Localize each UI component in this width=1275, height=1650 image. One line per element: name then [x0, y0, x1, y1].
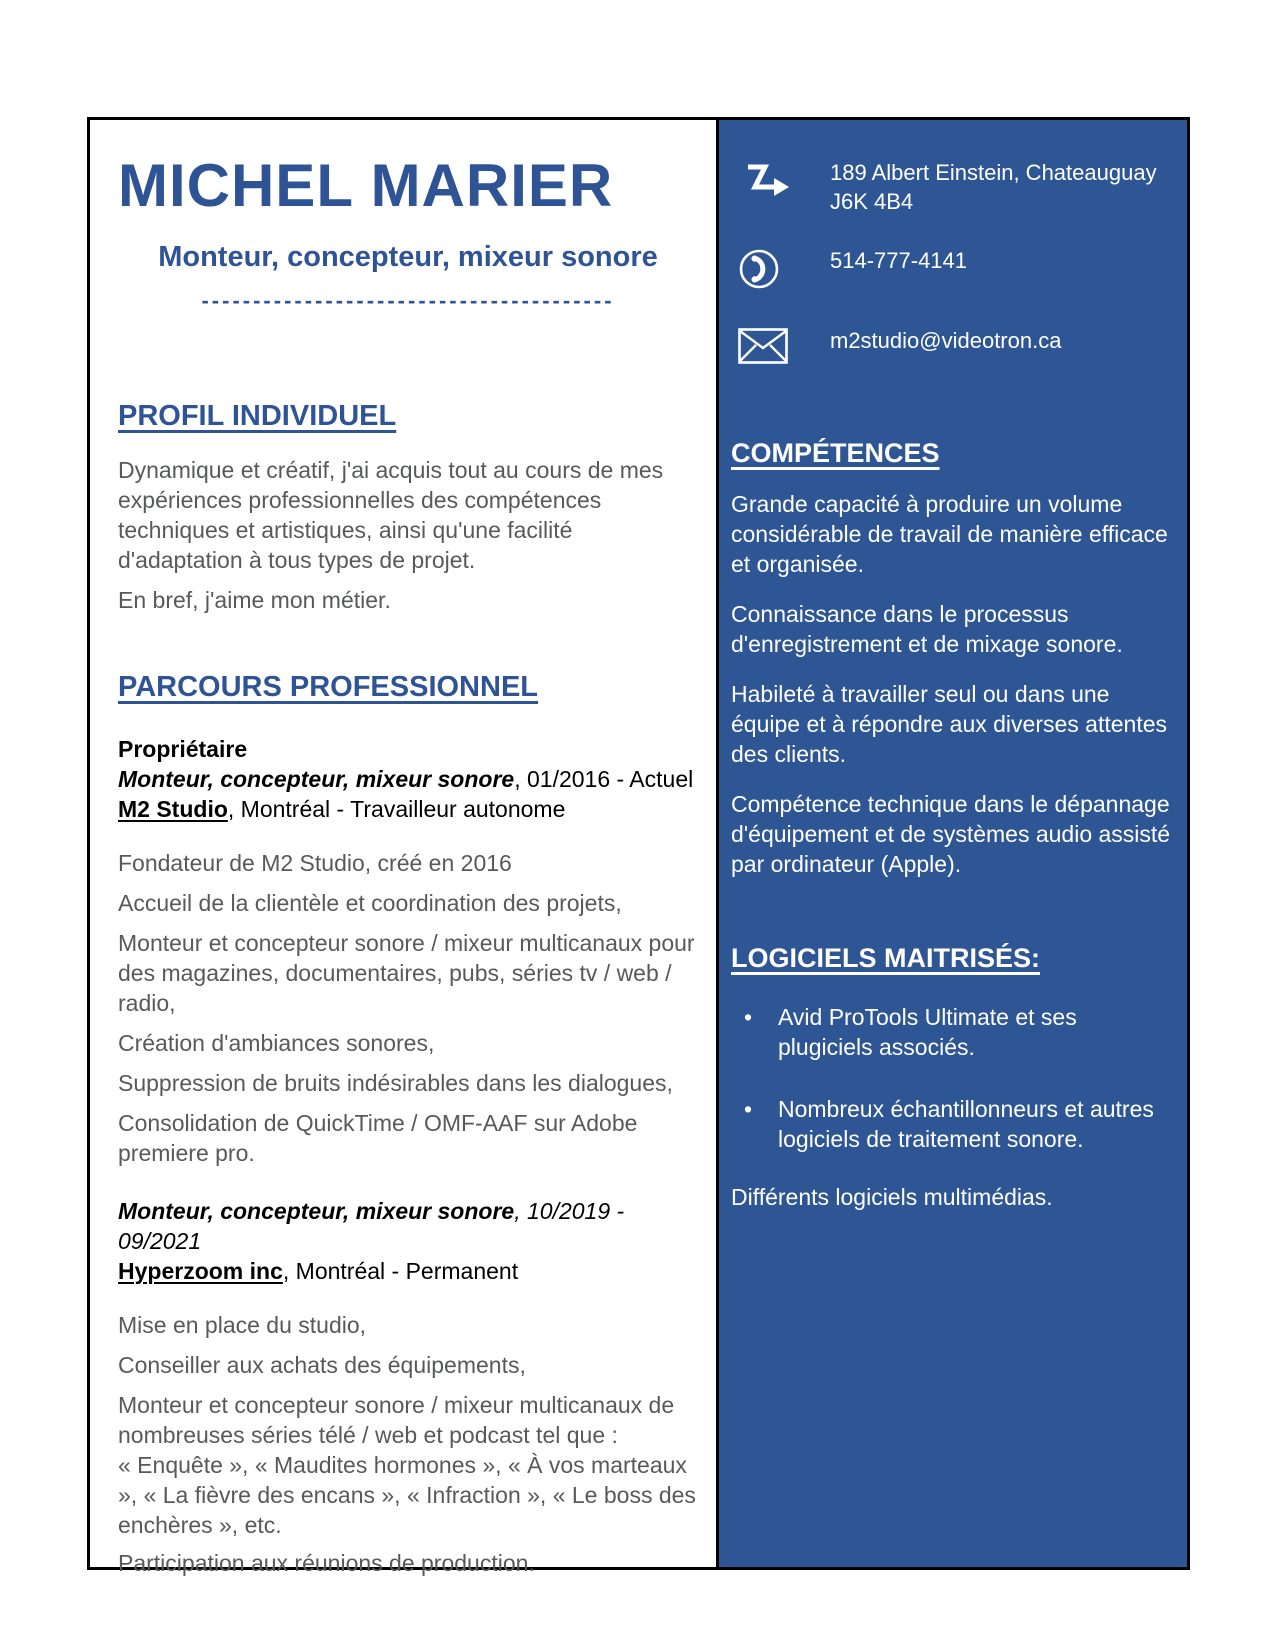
person-job-title: Monteur, concepteur, mixeur sonore — [158, 241, 658, 273]
competence-paragraph: Grande capacité à produire un volume considérable de travail de manière efficace et organisée. — [731, 491, 1168, 577]
dashed-divider: ---------------------------------------- — [201, 288, 615, 313]
competence-paragraph: Compétence technique dans le dépannage d'équipement et de systèmes audio assisté par ordinateur (Apple). — [731, 791, 1171, 877]
software-list-item — [730, 1002, 1177, 1062]
profile-paragraph: En bref, j'aime mon métier. — [118, 587, 391, 613]
section-heading-competences: COMPÉTENCES — [731, 438, 940, 468]
job-detail: Participation aux réunions de production. — [118, 1550, 535, 1576]
contact-row-email — [730, 326, 1177, 364]
job-detail: Conseiller aux achats des équipements, — [118, 1352, 526, 1378]
software-list — [730, 1002, 1177, 1154]
job-position-line: Monteur, concepteur, mixeur sonore, 01/2016 - Actuel — [118, 766, 694, 792]
left-column — [90, 120, 719, 1576]
competence-paragraph: Habileté à travailler seul ou dans une équipe et à répondre aux diverses attentes des clients. — [731, 681, 1168, 767]
envelope-icon — [730, 326, 830, 364]
bullet-icon: • — [744, 1004, 753, 1030]
resume-sheet — [87, 117, 1190, 1576]
software-item-text: Nombreux échantillonneurs et autres logiciels de traitement sonore. — [778, 1096, 1154, 1152]
software-list-item — [730, 1094, 1177, 1154]
job-detail: Consolidation de QuickTime / OMF-AAF sur Adobe premiere pro. — [118, 1110, 638, 1166]
job-detail: Monteur et concepteur sonore / mixeur multicanaux de nombreuses séries télé / web et podcast tel que : « Enquête », « Maudites hormones », « À vos marteaux », « La fièvre des encans », « Infraction », « Le boss des enchères », etc. — [118, 1392, 696, 1538]
contact-phone: 514-777-4141 — [830, 248, 968, 273]
person-name: MICHEL MARIER — [118, 152, 614, 219]
competence-paragraph: Connaissance dans le processus d'enregistrement et de mixage sonore. — [731, 601, 1123, 657]
bullet-icon: • — [744, 1096, 753, 1122]
right-panel — [719, 120, 1187, 1567]
section-heading-logiciels: LOGICIELS MAITRISÉS: — [731, 943, 1041, 973]
contact-row-phone — [730, 246, 1177, 290]
software-footer-text: Différents logiciels multimédias. — [731, 1184, 1053, 1210]
job-detail: Accueil de la clientèle et coordination des projets, — [118, 890, 622, 916]
job-detail: Création d'ambiances sonores, — [118, 1030, 435, 1056]
profile-paragraph: Dynamique et créatif, j'ai acquis tout au cours de mes expériences professionnelles des compétences techniques et artistiques, ainsi qu'une facilité d'adaptation à tous types de projet. — [118, 457, 664, 573]
job-header-hyperzoom — [118, 1196, 698, 1286]
contact-row-address — [730, 158, 1177, 216]
route-arrow-icon — [730, 158, 830, 198]
job-header-m2-studio — [118, 734, 698, 824]
job-detail: Fondateur de M2 Studio, créé en 2016 — [118, 850, 512, 876]
job-detail: Suppression de bruits indésirables dans les dialogues, — [118, 1070, 673, 1096]
phone-icon — [730, 246, 830, 290]
job-company-line: M2 Studio, Montréal - Travailleur autonome — [118, 796, 566, 822]
job-detail: Monteur et concepteur sonore / mixeur multicanaux pour des magazines, documentaires, pubs, séries tv / web / radio, — [118, 930, 695, 1016]
job-company-line: Hyperzoom inc, Montréal - Permanent — [118, 1258, 519, 1284]
section-heading-parcours-professionnel: PARCOURS PROFESSIONNEL — [118, 671, 539, 703]
job-role: Propriétaire — [118, 736, 248, 762]
contact-address: 189 Albert Einstein, Chateauguay J6K 4B4 — [830, 160, 1157, 214]
job-detail: Mise en place du studio, — [118, 1312, 367, 1338]
job-position-line: Monteur, concepteur, mixeur sonore, 10/2019 - 09/2021 — [118, 1198, 625, 1254]
contact-email: m2studio@videotron.ca — [830, 328, 1062, 353]
section-heading-profil-individuel: PROFIL INDIVIDUEL — [118, 400, 397, 432]
software-item-text: Avid ProTools Ultimate et ses plugiciels associés. — [778, 1004, 1077, 1060]
